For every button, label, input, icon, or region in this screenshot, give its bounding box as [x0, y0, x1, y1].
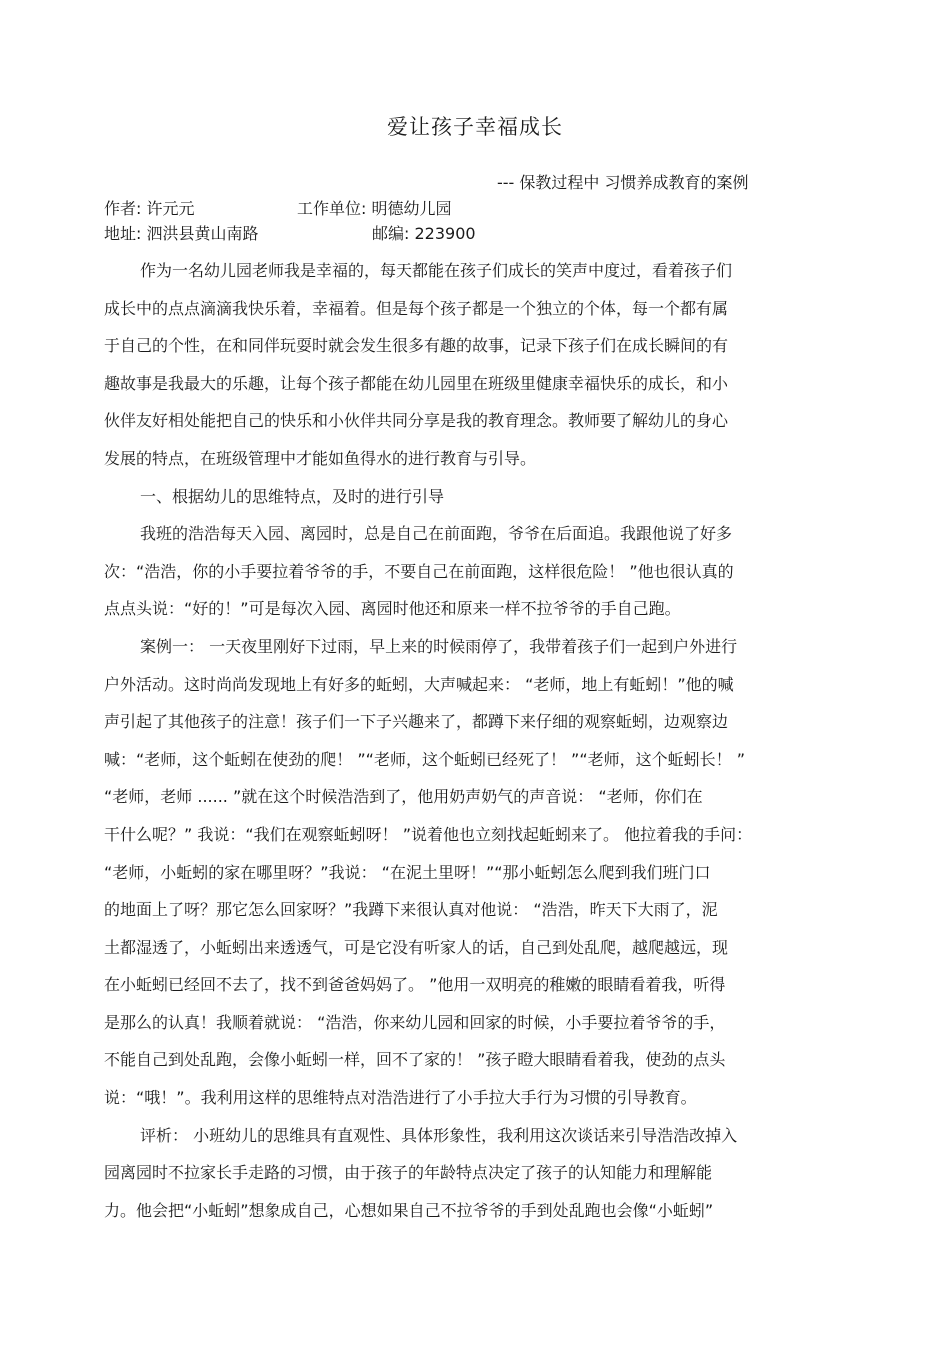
body-line: 点点头说：“好的！”可是每次入园、离园时他还和原来一样不拉爷爷的手自己跑。: [104, 599, 681, 619]
author-value: 许元元: [146, 199, 195, 218]
body-line: 作为一名幼儿园老师我是幸福的，每天都能在孩子们成长的笑声中度过，看着孩子们: [140, 261, 733, 280]
unit-value: 明德幼儿园: [371, 199, 452, 218]
postcode-label: 邮编:: [372, 224, 410, 243]
body-line: 于自己的个性，在和同伴玩耍时就会发生很多有趣的故事，记录下孩子们在成长瞬间的有: [104, 336, 729, 356]
body-line: 的地面上了呀？那它怎么回家呀？”我蹲下来很认真对他说： “浩浩，昨天下大雨了，泥: [104, 900, 718, 920]
body-text: [104, 252, 849, 1229]
body-line: 力。他会把“小蚯蚓”想象成自己，心想如果自己不拉爷爷的手到处乱跑也会像“小蚯蚓”: [104, 1200, 714, 1220]
body-line: 在小蚯蚓已经回不去了，找不到爸爸妈妈了。 ”他用一双明亮的稚嫩的眼睛看着我，听得: [104, 975, 726, 995]
body-line: 户外活动。这时尚尚发现地上有好多的蚯蚓，大声喊起来： “老师，地上有蚯蚓！”他的喊: [104, 674, 734, 694]
body-line: 趣故事是我最大的乐趣，让每个孩子都能在幼儿园里在班级里健康幸福快乐的成长，和小: [104, 373, 729, 393]
unit-label: 工作单位:: [297, 199, 367, 218]
body-line: 评析： 小班幼儿的思维具有直观性、具体形象性，我利用这次谈话来引导浩浩改掉入: [140, 1125, 738, 1145]
body-line: 土都湿透了，小蚯蚓出来透透气，可是它没有听家人的话，自己到处乱爬，越爬越远，现: [104, 937, 729, 957]
section-heading: 一、根据幼儿的思维特点，及时的进行引导: [140, 486, 445, 506]
body-line: 园离园时不拉家长手走路的习惯，由于孩子的年龄特点决定了孩子的认知能力和理解能: [104, 1163, 713, 1183]
author-row: [104, 198, 195, 220]
unit-row: [297, 198, 452, 220]
address-row: [104, 223, 259, 245]
body-line: 案例一： 一天夜里刚好下过雨，早上来的时候雨停了，我带着孩子们一起到户外进行: [140, 636, 738, 656]
document-title: 爱让孩子幸福成长: [387, 115, 563, 139]
postcode-row: [372, 223, 476, 245]
body-line: 是那么的认真！我顺着就说： “浩浩，你来幼儿园和回家的时候，小手要拉着爷爷的手，: [104, 1012, 726, 1032]
body-line: 不能自己到处乱跑，会像小蚯蚓一样，回不了家的！ ”孩子瞪大眼睛看着我，使劲的点头: [104, 1050, 726, 1070]
postcode-value: 223900: [414, 224, 476, 243]
body-line: “老师，小蚯蚓的家在哪里呀？”我说： “在泥土里呀！”“那小蚯蚓怎么爬到我们班门口: [104, 862, 711, 882]
body-line: 说：“哦！”。我利用这样的思维特点对浩浩进行了小手拉大手行为习惯的引导教育。: [104, 1088, 697, 1108]
body-line: 我班的浩浩每天入园、离园时，总是自己在前面跑，爷爷在后面追。我跟他说了好多: [140, 524, 733, 544]
address-value: 泗洪县黄山南路: [146, 224, 259, 243]
body-line: 喊：“老师，这个蚯蚓在使劲的爬！ ”“老师，这个蚯蚓已经死了！ ”“老师，这个蚯蚓长！ ”: [104, 749, 745, 769]
body-line: “老师，老师 ...... ”就在这个时候浩浩到了，他用奶声奶气的声音说： “老师，你们在: [104, 787, 703, 807]
address-label: 地址:: [104, 224, 142, 243]
document-subtitle: --- 保教过程中 习惯养成教育的案例: [497, 173, 749, 192]
body-line: 干什么呢？” 我说：“我们在观察蚯蚓呀！ ”说着他也立刻找起蚯蚓来了。 他拉着我的手问：: [104, 824, 753, 844]
author-label: 作者:: [104, 199, 142, 218]
body-line: 成长中的点点滴滴我快乐着，幸福着。但是每个孩子都是一个独立的个体，每一个都有属: [104, 298, 729, 318]
body-line: 发展的特点，在班级管理中才能如鱼得水的进行教育与引导。: [104, 448, 537, 468]
body-line: 伙伴友好相处能把自己的快乐和小伙伴共同分享是我的教育理念。教师要了解幼儿的身心: [104, 411, 729, 431]
body-line: 次：“浩浩，你的小手要拉着爷爷的手，不要自己在前面跑，这样很危险！ ”他也很认真的: [104, 561, 734, 581]
body-line: 声引起了其他孩子的注意！孩子们一下子兴趣来了，都蹲下来仔细的观察蚯蚓，边观察边: [104, 712, 729, 732]
